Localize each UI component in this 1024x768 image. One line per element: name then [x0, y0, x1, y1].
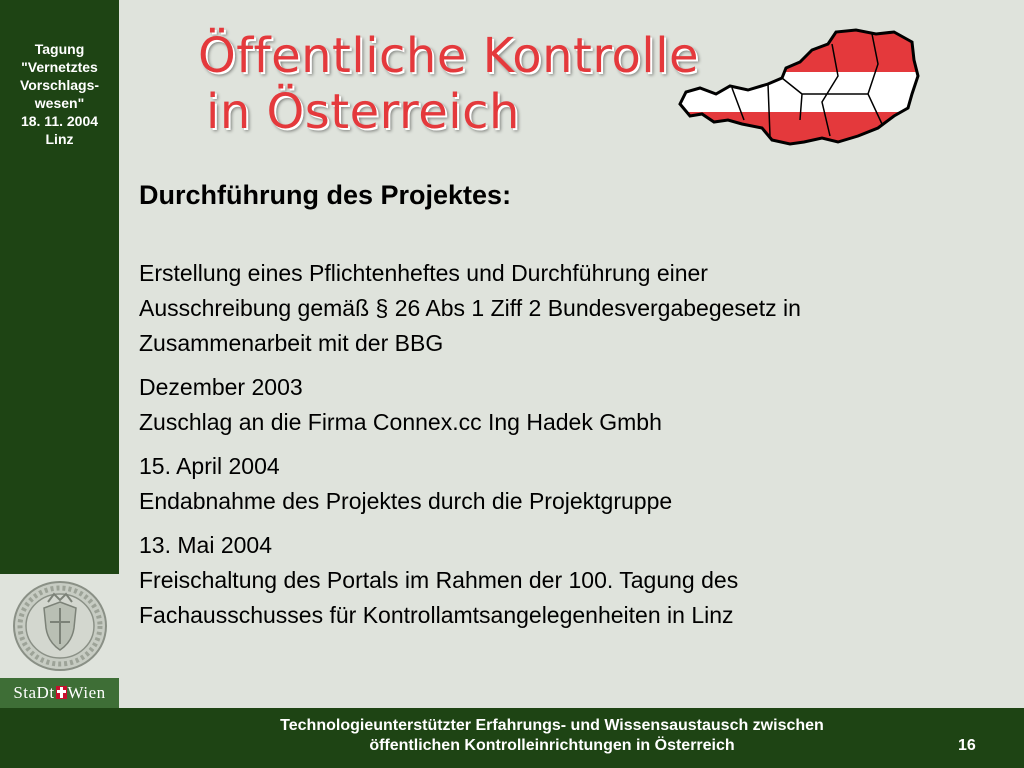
- conference-line: "Vernetztes: [21, 59, 98, 75]
- milestone-date: 13. Mai 2004: [139, 532, 272, 558]
- milestone-text: Fachausschusses für Kontrollamtsangelegenheiten in Linz: [139, 602, 734, 628]
- milestone-item: [139, 370, 999, 440]
- section-heading: Durchführung des Projektes:: [139, 180, 512, 210]
- austria-flag-map-icon: [672, 24, 922, 156]
- slide-content: [139, 256, 999, 642]
- city-seal-area: [0, 574, 119, 678]
- milestone-date: 15. April 2004: [139, 453, 280, 479]
- conference-location: Linz: [45, 131, 74, 147]
- conference-date: 18. 11. 2004: [20, 113, 99, 129]
- milestone-text: Zuschlag an die Firma Connex.cc Ing Hadek Gmbh: [139, 409, 662, 435]
- city-seal-icon: [10, 578, 110, 674]
- intro-paragraph: [139, 256, 999, 361]
- slide-title: [198, 28, 699, 140]
- footer-line: öffentlichen Kontrolleinrichtungen in Österreich: [369, 737, 735, 754]
- footer-caption: [0, 716, 1024, 756]
- intro-line: Zusammenarbeit mit der BBG: [139, 330, 444, 356]
- milestone-date: Dezember 2003: [139, 374, 303, 400]
- milestone-item: [139, 528, 999, 633]
- footer-bar: [0, 708, 1024, 768]
- title-line-1: Öffentliche Kontrolle: [198, 28, 700, 84]
- milestone-text: Freischaltung des Portals im Rahmen der 100. Tagung des: [139, 567, 739, 593]
- logo-text-stadt: StaDt: [13, 683, 55, 702]
- stadt-wien-logo: [0, 678, 119, 708]
- vienna-cross-icon: [56, 686, 67, 699]
- logo-text-wien: Wien: [67, 683, 106, 702]
- conference-info: [0, 40, 119, 148]
- milestone-text: Endabnahme des Projektes durch die Projektgruppe: [139, 488, 673, 514]
- intro-line: Ausschreibung gemäß § 26 Abs 1 Ziff 2 Bundesvergabegesetz in: [139, 295, 801, 321]
- conference-line: wesen": [34, 95, 85, 111]
- intro-line: Erstellung eines Pflichtenheftes und Durchführung einer: [139, 260, 708, 286]
- milestone-item: [139, 449, 999, 519]
- conference-line: Vorschlags-: [19, 77, 100, 93]
- title-line-2: in Österreich: [206, 84, 520, 140]
- footer-line: Technologieunterstützter Erfahrungs- und Wissensaustausch zwischen: [280, 717, 824, 734]
- page-number: 16: [958, 737, 976, 754]
- conference-line: Tagung: [34, 41, 85, 57]
